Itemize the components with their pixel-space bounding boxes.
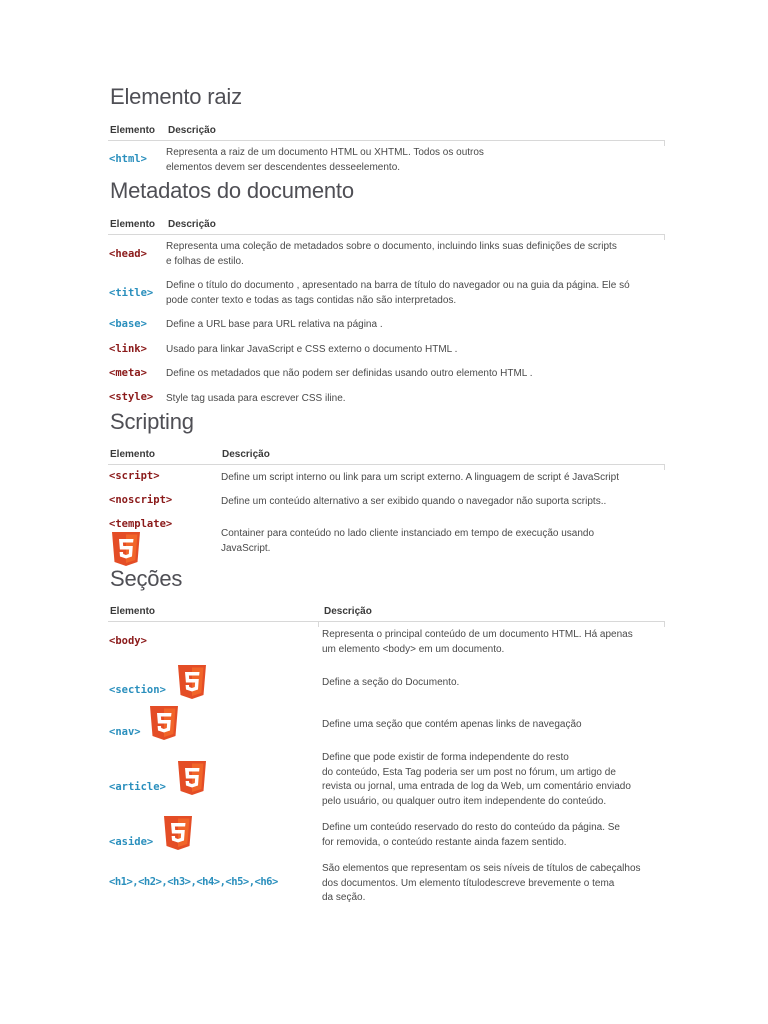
col-header-desc: Descrição — [324, 606, 372, 617]
tag-head: <head> — [109, 248, 147, 260]
tag-title: <title> — [109, 287, 154, 299]
desc-link: Usado para linkar JavaScript e CSS externo o documento HTML . — [166, 344, 458, 355]
tag-article: <article> — [109, 781, 166, 793]
tag-headings: <h1>,<h2>,<h3>,<h4>,<h5>,<h6> — [109, 876, 278, 888]
col-header-element: Elemento — [110, 125, 156, 136]
html5-logo-icon — [163, 816, 193, 850]
desc-aside: Define um conteúdo reservado do resto do conteúdo da página. Se for removida, o conteúdo restante ainda fazem sentido. — [322, 822, 620, 848]
desc-article: Define que pode existir de forma independente do resto do conteúdo, Esta Tag poderia ser um post no fórum, um artigo de revista ou jornal, uma entrada de log da Web, um comentário enviado pelo usuário, ou qualquer outro item independente do conteúdo. — [322, 752, 631, 807]
desc-base: Define a URL base para URL relativa na página . — [166, 319, 383, 330]
tag-base: <base> — [109, 318, 147, 330]
desc-head: Representa uma coleção de metadados sobre o documento, incluindo links suas definições de scripts e folhas de estilo. — [166, 241, 617, 267]
section-title-metadatos: Metadatos do documento — [110, 178, 354, 203]
section-title-scripting: Scripting — [110, 409, 194, 434]
table-rule — [108, 464, 665, 465]
tag-script: <script> — [109, 470, 160, 482]
desc-template: Container para conteúdo no lado cliente instanciado em tempo de execução usando JavaScript. — [221, 528, 595, 554]
table-rule — [108, 234, 665, 235]
html5-logo-icon — [177, 665, 207, 699]
desc-meta: Define os metadados que não podem ser definidas usando outro elemento HTML . — [166, 368, 533, 379]
col-header-element: Elemento — [110, 606, 156, 617]
col-header-element: Elemento — [110, 449, 156, 460]
tag-link: <link> — [109, 343, 147, 355]
table-rule-tick — [318, 621, 319, 627]
desc-script: Define um script interno ou link para um script externo. A linguagem de script é JavaScript — [221, 472, 619, 483]
desc-title: Define o título do documento , apresentado na barra de título do navegador ou na guia da página. Ele só pode conter texto e todas as tags contidas não são interpretados. — [166, 280, 630, 306]
desc-html: Representa a raiz de um documento HTML ou XHTML. Todos os outros elementos devem ser descendentes desseelemento. — [166, 147, 484, 173]
html5-logo-icon — [149, 706, 179, 740]
section-title-elemento-raiz: Elemento raiz — [110, 84, 242, 109]
desc-body: Representa o principal conteúdo de um documento HTML. Há apenas um elemento <body> em um documento. — [322, 629, 633, 655]
col-header-desc: Descrição — [168, 219, 216, 230]
section-title-secoes: Seções — [110, 566, 183, 591]
html5-logo-icon — [177, 761, 207, 795]
desc-noscript: Define um conteúdo alternativo a ser exibido quando o navegador não suporta scripts.. — [221, 496, 607, 507]
tag-noscript: <noscript> — [109, 494, 173, 506]
tag-html: <html> — [109, 153, 147, 165]
table-rule-tick — [664, 140, 665, 146]
col-header-desc: Descrição — [222, 449, 270, 460]
tag-aside: <aside> — [109, 836, 154, 848]
tag-meta: <meta> — [109, 367, 147, 379]
table-rule-tick — [664, 621, 665, 627]
table-rule-tick — [664, 464, 665, 470]
col-header-desc: Descrição — [168, 125, 216, 136]
desc-section: Define a seção do Documento. — [322, 677, 460, 688]
desc-nav: Define uma seção que contém apenas links de navegação — [322, 719, 582, 730]
tag-nav: <nav> — [109, 726, 141, 738]
table-rule-tick — [664, 234, 665, 240]
tag-template: <template> — [109, 518, 173, 530]
desc-style: Style tag usada para escrever CSS iline. — [166, 393, 346, 404]
col-header-element: Elemento — [110, 219, 156, 230]
table-rule — [108, 621, 665, 622]
desc-headings: São elementos que representam os seis níveis de títulos de cabeçalhos dos documentos. Um elemento títulodescreve brevemente o tema da seção. — [322, 863, 641, 903]
tag-style: <style> — [109, 391, 154, 403]
html5-logo-icon — [111, 532, 141, 566]
tag-section: <section> — [109, 684, 166, 696]
table-rule — [108, 140, 665, 141]
tag-body: <body> — [109, 635, 147, 647]
